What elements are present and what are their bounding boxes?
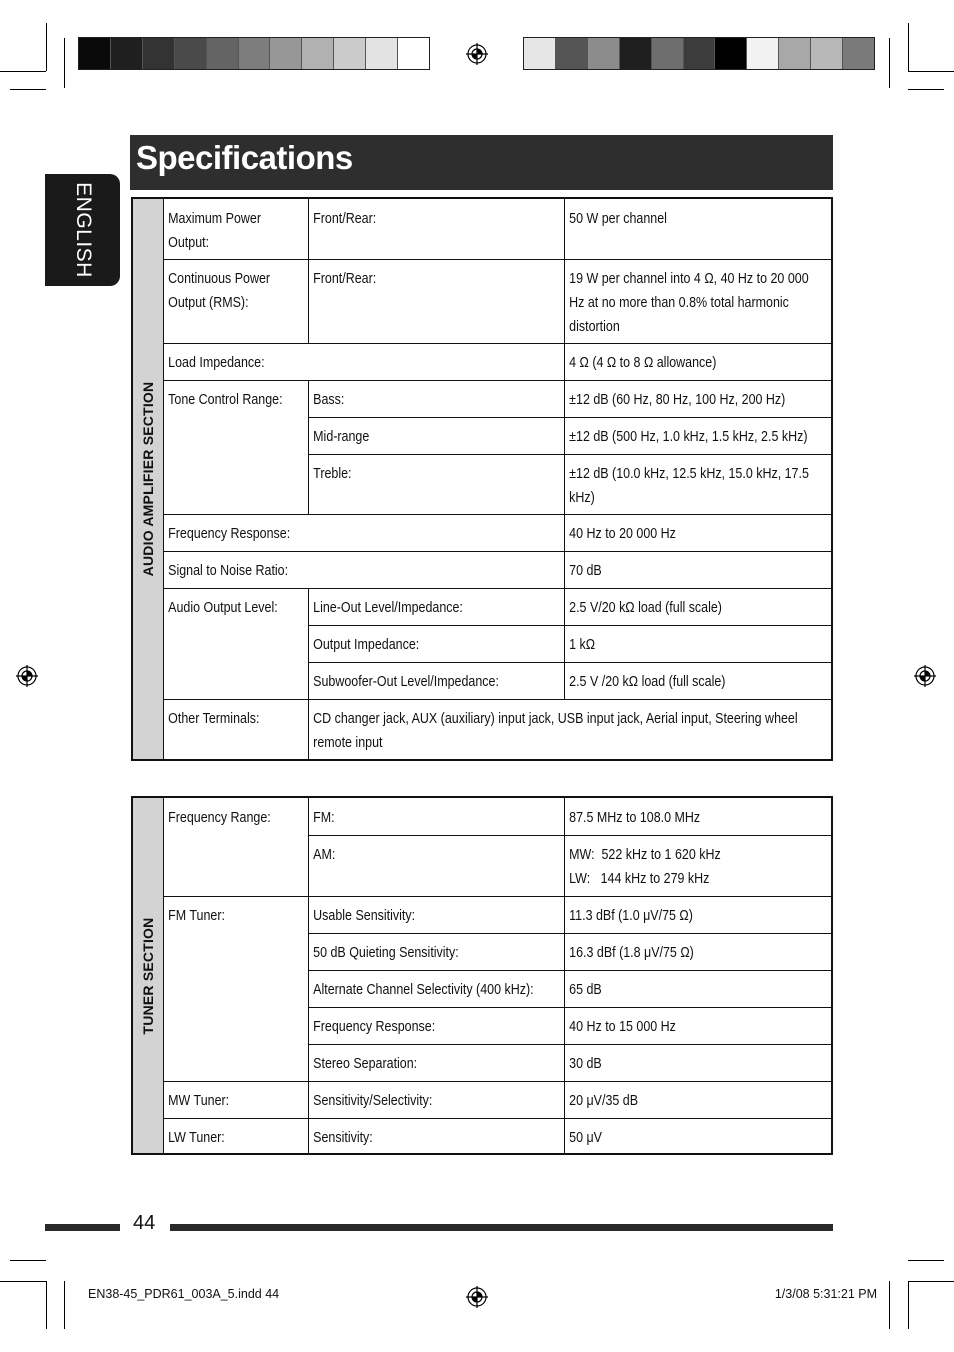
column-divider	[564, 835, 565, 896]
language-label: ENGLISH	[71, 182, 95, 278]
color-swatch	[652, 38, 684, 69]
spec-label: Signal to Noise Ratio:	[168, 563, 289, 579]
footer-rule-left	[45, 1224, 120, 1231]
spec-value: 19 W per channel into 4 Ω, 40 Hz to 20 000 Hz at no more than 0.8% total harmonic distortion	[569, 271, 809, 335]
spec-value: 1 kΩ	[569, 637, 596, 653]
spec-value-line: LW: 144 kHz to 279 kHz	[569, 871, 710, 887]
crop-mark	[64, 38, 65, 88]
column-divider	[564, 551, 565, 588]
section-label-text: AUDIO AMPLIFIER SECTION	[140, 381, 156, 577]
spec-label: Frequency Response:	[168, 526, 291, 542]
crop-mark	[908, 1260, 944, 1261]
column-divider	[564, 970, 565, 1007]
column-divider	[308, 259, 309, 343]
registration-target-icon	[466, 43, 488, 65]
crop-mark	[889, 1281, 890, 1329]
spec-label: FM Tuner:	[168, 908, 225, 924]
crop-mark	[10, 1260, 46, 1261]
spec-value: 11.3 dBf (1.0 μV/75 Ω)	[569, 908, 693, 924]
column-divider	[564, 933, 565, 970]
spec-sublabel: Output Impedance:	[313, 637, 420, 653]
color-swatch	[143, 38, 175, 69]
spec-value: 70 dB	[569, 563, 602, 579]
crop-mark	[10, 89, 46, 90]
spec-sublabel: Mid-range	[313, 429, 370, 445]
color-swatch	[715, 38, 747, 69]
section-side-label	[133, 199, 164, 759]
column-divider	[564, 1007, 565, 1044]
crop-mark	[908, 1281, 954, 1282]
color-swatch	[398, 38, 429, 69]
column-divider	[308, 454, 309, 514]
color-calibration-bar-right	[523, 37, 875, 70]
registration-target-icon	[466, 1286, 488, 1308]
spec-sublabel: Sensitivity/Selectivity:	[313, 1093, 433, 1109]
column-divider	[308, 662, 309, 699]
spec-sublabel: AM:	[313, 847, 336, 863]
column-divider	[308, 1044, 309, 1081]
color-swatch	[684, 38, 716, 69]
column-divider	[308, 835, 309, 896]
column-divider	[564, 514, 565, 551]
spec-value: 30 dB	[569, 1056, 602, 1072]
crop-mark	[908, 23, 909, 71]
crop-mark	[908, 71, 954, 72]
column-divider	[308, 1118, 309, 1153]
color-swatch	[620, 38, 652, 69]
color-swatch	[524, 38, 556, 69]
column-divider	[308, 1007, 309, 1044]
spec-sublabel: Line-Out Level/Impedance:	[313, 600, 463, 616]
spec-label: Audio Output Level:	[168, 600, 278, 616]
spec-label: Other Terminals:	[168, 711, 260, 727]
column-divider	[308, 896, 309, 933]
spec-value: 2.5 V/20 kΩ load (full scale)	[569, 600, 722, 616]
audio-amplifier-spec-table	[131, 197, 833, 761]
spec-sublabel: 50 dB Quieting Sensitivity:	[313, 945, 459, 961]
spec-value: ±12 dB (10.0 kHz, 12.5 kHz, 15.0 kHz, 17.5 kHz)	[569, 466, 809, 506]
section-side-label	[133, 798, 164, 1153]
color-swatch	[302, 38, 334, 69]
column-divider	[308, 933, 309, 970]
spec-label: Tone Control Range:	[168, 392, 283, 408]
color-swatch	[239, 38, 271, 69]
color-swatch	[366, 38, 398, 69]
color-swatch	[843, 38, 874, 69]
spec-value: ±12 dB (60 Hz, 80 Hz, 100 Hz, 200 Hz)	[569, 392, 786, 408]
color-swatch	[779, 38, 811, 69]
crop-mark	[908, 89, 944, 90]
column-divider	[308, 199, 309, 259]
column-divider	[564, 454, 565, 514]
spec-sublabel: Subwoofer-Out Level/Impedance:	[313, 674, 499, 690]
spec-value: 20 μV/35 dB	[569, 1093, 639, 1109]
spec-label: Continuous Power Output (RMS):	[168, 271, 271, 311]
color-swatch	[175, 38, 207, 69]
color-swatch	[556, 38, 588, 69]
page-title: Specifications	[136, 139, 353, 176]
column-divider	[308, 417, 309, 454]
color-swatch	[207, 38, 239, 69]
section-label-text: TUNER SECTION	[140, 917, 156, 1034]
spec-label: Load Impedance:	[168, 355, 265, 371]
color-swatch	[111, 38, 143, 69]
column-divider	[308, 798, 309, 835]
registration-target-icon	[16, 665, 38, 687]
crop-mark	[0, 1281, 46, 1282]
crop-mark	[0, 71, 46, 72]
color-calibration-bar-left	[78, 37, 430, 70]
column-divider	[308, 588, 309, 625]
column-divider	[564, 1118, 565, 1153]
column-divider	[564, 343, 565, 380]
spec-value: 16.3 dBf (1.8 μV/75 Ω)	[569, 945, 694, 961]
spec-label: Frequency Range:	[168, 810, 271, 826]
spec-value	[564, 835, 831, 891]
crop-mark	[908, 1281, 909, 1329]
crop-mark	[889, 38, 890, 88]
color-swatch	[811, 38, 843, 69]
spec-value: 87.5 MHz to 108.0 MHz	[569, 810, 701, 826]
spec-sublabel: Front/Rear:	[313, 271, 377, 287]
tuner-spec-table	[131, 796, 833, 1155]
file-info: EN38-45_PDR61_003A_5.indd 44	[88, 1287, 280, 1301]
timestamp: 1/3/08 5:31:21 PM	[774, 1287, 877, 1301]
language-tab	[45, 174, 120, 286]
spec-value: 4 Ω (4 Ω to 8 Ω allowance)	[569, 355, 717, 371]
crop-mark	[46, 23, 47, 71]
column-divider	[564, 1081, 565, 1118]
spec-label: MW Tuner:	[168, 1093, 230, 1109]
column-divider	[564, 417, 565, 454]
spec-sublabel: Sensitivity:	[313, 1130, 373, 1146]
color-swatch	[334, 38, 366, 69]
column-divider	[308, 970, 309, 1007]
spec-value: 2.5 V /20 kΩ load (full scale)	[569, 674, 726, 690]
spec-sublabel: Usable Sensitivity:	[313, 908, 416, 924]
column-divider	[564, 588, 565, 625]
column-divider	[564, 199, 565, 259]
column-divider	[564, 896, 565, 933]
spec-value: 50 W per channel	[569, 211, 667, 227]
column-divider	[308, 699, 309, 759]
spec-sublabel: Stereo Separation:	[313, 1056, 418, 1072]
column-divider	[564, 625, 565, 662]
spec-value: 50 μV	[569, 1130, 603, 1146]
color-swatch	[79, 38, 111, 69]
page-number: 44	[133, 1212, 156, 1234]
color-swatch	[270, 38, 302, 69]
spec-label: Maximum Power Output:	[168, 211, 262, 251]
spec-value-line: MW: 522 kHz to 1 620 kHz	[569, 847, 721, 863]
spec-sublabel: Front/Rear:	[313, 211, 377, 227]
spec-label: LW Tuner:	[168, 1130, 225, 1146]
footer-rule-right	[170, 1224, 833, 1231]
spec-value: 40 Hz to 15 000 Hz	[569, 1019, 676, 1035]
spec-value: ±12 dB (500 Hz, 1.0 kHz, 1.5 kHz, 2.5 kHz)	[569, 429, 808, 445]
spec-value: 65 dB	[569, 982, 602, 998]
crop-mark	[64, 1281, 65, 1329]
column-divider	[564, 380, 565, 417]
column-divider	[308, 1081, 309, 1118]
column-divider	[564, 259, 565, 343]
column-divider	[308, 625, 309, 662]
registration-target-icon	[914, 665, 936, 687]
crop-mark	[46, 1281, 47, 1329]
spec-sublabel: FM:	[313, 810, 335, 826]
spec-sublabel: Frequency Response:	[313, 1019, 436, 1035]
title-bar	[130, 135, 833, 190]
spec-sublabel: Alternate Channel Selectivity (400 kHz):	[313, 982, 534, 998]
column-divider	[564, 1044, 565, 1081]
color-swatch	[588, 38, 620, 69]
spec-sublabel: Bass:	[313, 392, 345, 408]
column-divider	[564, 662, 565, 699]
color-swatch	[747, 38, 779, 69]
column-divider	[564, 798, 565, 835]
spec-value: CD changer jack, AUX (auxiliary) input jack, USB input jack, Aerial input, Steering wheel remote input	[313, 711, 798, 751]
column-divider	[308, 380, 309, 417]
spec-value: 40 Hz to 20 000 Hz	[569, 526, 676, 542]
spec-sublabel: Treble:	[313, 466, 352, 482]
